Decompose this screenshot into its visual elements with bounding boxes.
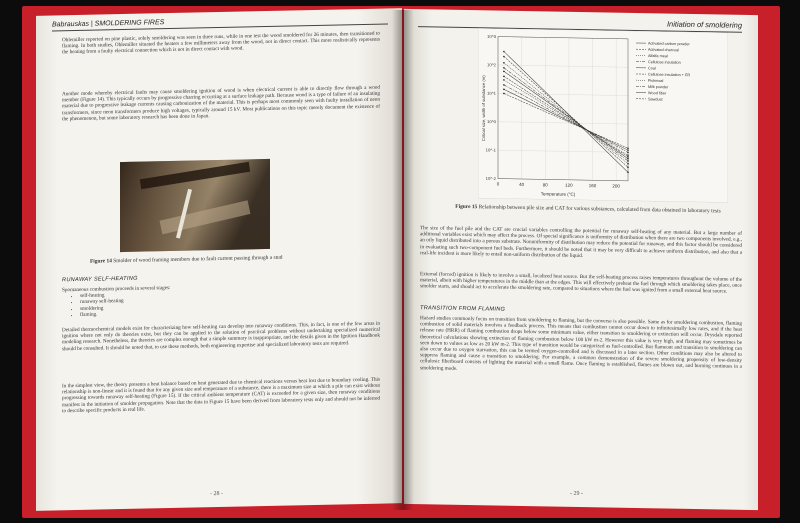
- y-tick-label: 10^1: [487, 90, 496, 96]
- page-number-left: - 28 -: [210, 490, 223, 498]
- section-intro: Spontaneous combustion proceeds in several stages:: [62, 285, 171, 294]
- figure-label: Figure 14: [90, 258, 112, 265]
- running-head-left: Babrauskas | SMOLDERING FIRES: [52, 14, 388, 31]
- right-page: [404, 9, 758, 510]
- figure-15-chart: [478, 28, 728, 202]
- y-tick-label: 10^0: [487, 119, 496, 125]
- legend-entry: Fishmeal: [648, 78, 664, 84]
- y-tick-label: 10^2: [487, 62, 496, 68]
- y-axis-label: Critical size, width of substance (m): [481, 75, 486, 142]
- legend-entry: Milk powder: [648, 84, 669, 90]
- section-heading: RUNAWAY SELF-HEATING: [62, 275, 138, 284]
- legend-entry: Coal: [648, 66, 656, 71]
- list-item: • smoldering: [80, 305, 124, 312]
- x-tick-label: 160: [588, 183, 597, 189]
- paragraph: Another mode whereby electrical faults may cause smoldering ignition of wood is when electrical current is able to directly flow through a wood member (Figure 14). This typically occurs by progressive charring occurring at a surface leakage path. Because wood is a type of failure of an insulating material due to progressive leakage currents causing carbonization of the material. This is perhaps most commonly seen with faulty installation of neon transformers, since neon transformers produce high voltages, typically around 15 kV. Most publications on this topic merely document the existence of the phenomenon, but some laboratory research has been done in Japan.: [62, 84, 380, 123]
- figure-caption-text: Smolder of wood framing members due to fault current passing through a stud: [113, 254, 283, 265]
- x-tick-label: 0: [496, 181, 500, 187]
- x-tick-label: 120: [565, 182, 573, 188]
- figure-14-caption: [90, 253, 380, 265]
- figure-14-photo: [120, 159, 270, 252]
- x-axis-label: Temperature (°C): [540, 191, 576, 197]
- x-tick-label: 40: [519, 181, 525, 188]
- figure-15-caption: [448, 204, 728, 215]
- legend-entry: Cellulose insulation + FR: [648, 72, 691, 78]
- list-item: • runaway self-heating: [80, 298, 124, 305]
- legend-entry: Cellulose insulation: [648, 60, 681, 65]
- list-item: • flaming.: [80, 311, 124, 318]
- stage-list: [66, 292, 124, 319]
- y-tick-label: 10^-2: [485, 175, 496, 182]
- y-tick-label: 10^3: [487, 33, 496, 40]
- list-item: • self-heating: [80, 292, 124, 299]
- legend-entry: Sawdust: [648, 97, 663, 102]
- section-heading: TRANSITION FROM FLAMING: [420, 305, 506, 313]
- running-head-right: Initiation of smoldering: [418, 15, 742, 33]
- left-page: [36, 8, 402, 511]
- figure-label: Figure 15: [455, 203, 478, 211]
- paragraph: Hazard studies commonly focus on transition from smoldering to flaming, but the converse is also possible. Same as for smoldering combustion, flaming combustion of solid materials involves a feedback process. This means that combustion cannot occur down to infinitesimally low rates, and if the heat release rate (HRR) of flaming combustion drops below some minimum value, either transition to smoldering or extinction will occur. Drysdale reported theoretical calculations showing extinction of flaming combustion below 100 kW m-2. However this value is very high, and flaming may sometimes be seen down to values as low as 20 kW m-2. This type of transition would be categorized as fuel-controlled. But flameout and transition to smoldering can also occur due to oxygen starvation, this can be termed oxygen-controlled and is discussed in a later section. Other conditions may also be altered to suppress flaming and cause a transition to smoldering. For example, a common demonstration of the severe smoldering propensity of low-density cellulosic fiberboard consists of lighting the material with a small flame. Once flaming is established, flames are blown out, and burning continues in a smoldering mode.: [420, 315, 742, 372]
- legend-entry: Activated carbon powder: [648, 41, 690, 47]
- y-tick-label: 10^-1: [485, 147, 496, 153]
- legend-entry: Alfalfa meal: [648, 53, 668, 59]
- legend-entry: Activated charcoal: [648, 47, 680, 53]
- x-tick-label: 80: [542, 182, 548, 188]
- paragraph: The size of the fuel pile and the CAT are crucial variables controlling the potential for runaway self-heating of any material. But a large number of additional variables exist which may affect the process. Of special significance is uniformity of distribution when there are two components involved, e.g., an oily liquid distributed into a porous substrate. Nonuniformity of distribution may reduce the potential for runaway, and this factor should be considered in evaluating such two-component fuel beds. Furthermore, it should be noted that it may be very difficult to achieve uniform distribution, and also that a real-life incident is more likely to entail non-uniform distribution of the liquid.: [420, 225, 742, 259]
- paragraph: Ohlemiller reported on pine plastic, solely smoldering was seen in three runs, while in one test the wood smoldered for 26 minutes, then transitioned to flaming. In both studies, Ohlemiller situated the heaters a few millimeters away from the wood, not in direct contact. This more realistically represents the heating from a faulty electrical connection which is not in direct contact with wood.: [62, 30, 380, 56]
- legend-entry: Wood fiber: [648, 91, 667, 96]
- x-tick-label: 200: [612, 183, 620, 189]
- paragraph: External (forced) ignition is likely to involve a small, localized heat source. But the self-heating process raises temperatures throughout the volume of the material, albeit with higher temperatures in the middle than at the edges. This will effectively preheat the fuel through which smoldering takes place, once smolder starts, and should act to accelerate the smoldering rate, compared to situations where the fuel was ignited from a small external heat source.: [420, 271, 742, 295]
- paragraph: Detailed thermochemical models exist for characterizing how self-heating can develop into runaway conditions. This, in fact, is one of the few areas in ignition where not only do theories exist, but they can be applied to the solution of practical problems without undertaking specialized numerical modeling research. Nonetheless, the theories are complex enough that a simple summary is inappropriate, and the details given in the Ignition Handbook should be consulted. It should be noted that, to use these methods, both engineering expertise and specialized laboratory tests are required.: [62, 320, 380, 352]
- figure-caption-text: Relationship between pile size and CAT for various substances, calculated from data obtained in laboratory tests: [478, 204, 721, 215]
- page-number-right: - 29 -: [570, 490, 583, 498]
- paragraph: In the simplest view, the theory presents a heat balance based on heat generated due to chemical reactions versus heat lost due to boundary cooling. This relationship is non-linear and it is found that for any given size and temperature of a substance, there is a maximum size at which a pile can exist without progressing towards runaway self-heating (Figure 15). If the critical ambient temperature (CAT) is exceeded for a given size, then runaway conditions manifest in the initiation of smolder propagation. Note that the data in Figure 15 have been derived from laboratory tests only and should not be inferred to describe specific products in real life.: [62, 376, 380, 415]
- book-spine: [392, 10, 414, 510]
- chart-frame: [478, 28, 728, 202]
